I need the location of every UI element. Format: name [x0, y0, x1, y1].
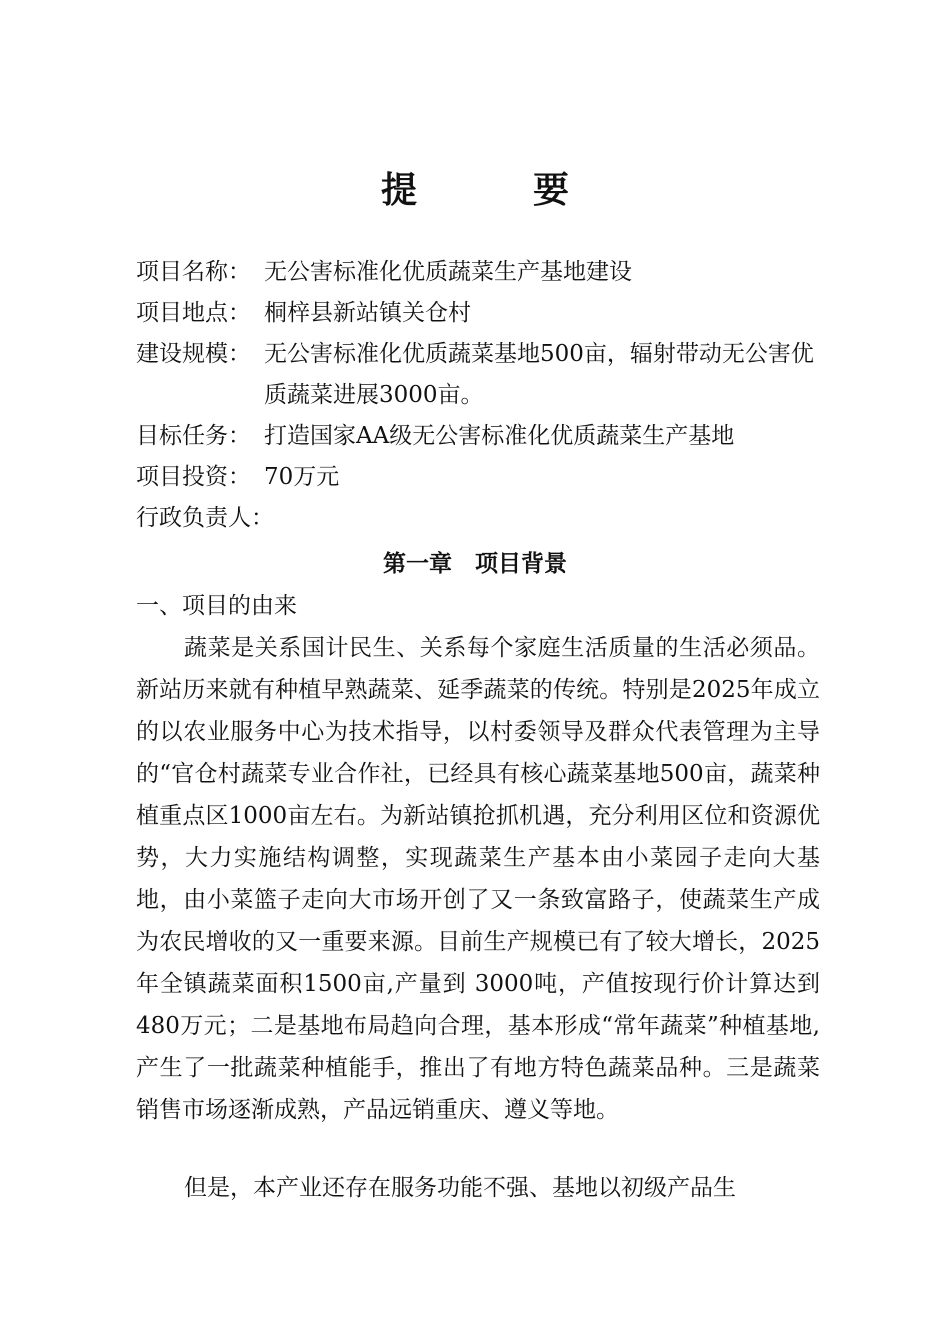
info-value: 70万元 [264, 464, 340, 490]
info-label: 行政负责人： [136, 505, 274, 531]
section-title: 一、项目的由来 [136, 593, 297, 619]
body-paragraph: 蔬菜是关系国计民生、关系每个家庭生活质量的生活必须品。新站历来就有种植早熟蔬菜、延季蔬菜的传统。特别是2025年成立的以农业服务中心为技术指导，以村委领导及群众代表管理为主导的“官仓村蔬菜专业合作社，已经具有核心蔬菜基地500亩，蔬菜种植重点区1000亩左右。为新站镇抢抓机遇，充分利用区位和资源优势，大力实施结构调整，实现蔬菜生产基本由小菜园子走向大基地，由小菜篮子走向大市场开创了又一条致富路子，使蔬菜生产成为农民增收的又一重要来源。目前生产规模已有了较大增长，2025年全镇蔬菜面积1500亩,产量到 3000吨，产值按现行价计算达到480万元；二是基地布局趋向合理，基本形成“常年蔬菜”种植基地,产生了一批蔬菜种植能手，推出了有地方特色蔬菜品种。三是蔬菜销售市场逐渐成熟，产品远销重庆、遵义等地。 [136, 635, 820, 1123]
info-value: 无公害标准化优质蔬菜基地500亩，辐射带动无公害优质蔬菜进展3000亩。 [264, 341, 814, 408]
page-title: 提 要 [380, 169, 609, 211]
info-label: 项目投资： [136, 464, 251, 490]
info-value: 无公害标准化优质蔬菜生产基地建设 [264, 259, 632, 285]
info-label: 项目地点： [136, 300, 251, 326]
info-row-investment [136, 457, 836, 498]
info-value [274, 498, 836, 539]
info-row-responsible [136, 498, 836, 539]
info-row-scale [136, 334, 836, 416]
info-value: 桐梓县新站镇关仓村 [264, 300, 471, 326]
chapter-title: 第一章 项目背景 [383, 550, 567, 577]
info-label: 建设规模： [136, 341, 251, 367]
info-row-location [136, 293, 836, 334]
project-info [136, 252, 836, 539]
body-paragraph: 但是，本产业还存在服务功能不强、基地以初级产品生 [184, 1175, 736, 1201]
info-label: 目标任务： [136, 423, 251, 449]
info-label: 项目名称： [136, 259, 251, 285]
info-row-name [136, 252, 836, 293]
info-value: 打造国家AA级无公害标准化优质蔬菜生产基地 [264, 423, 735, 449]
info-row-goal [136, 416, 836, 457]
